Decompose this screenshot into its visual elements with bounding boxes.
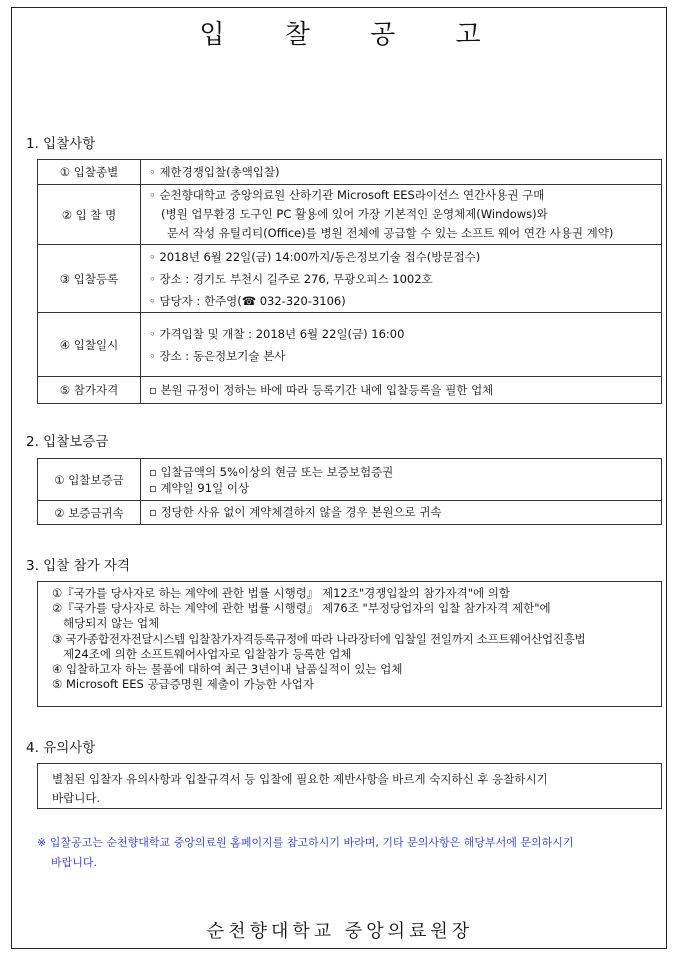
table-row — [38, 185, 662, 245]
content-line: ▫ 계약일 91일 이상 — [149, 480, 250, 495]
content-line: ◦ 가격입찰 및 개찰 : 2018년 6월 22일(금) 16:00 — [149, 326, 405, 341]
content-line: 문서 작성 유틸리티(Office)를 병원 전체에 공급할 수 있는 소프트 웨어 연간 사용권 계약) — [167, 226, 614, 240]
list-item: ①『국가를 당사자로 하는 계약에 관한 법률 시행령』 제12조"경쟁입찰의 참가자격"에 의함 — [52, 586, 511, 600]
section-4-heading: 4. 유의사항 — [26, 740, 96, 756]
table-row — [38, 501, 662, 525]
row-content — [141, 459, 662, 501]
signature: 순천향대학교 중앙의료원장 — [206, 921, 474, 942]
table-row — [38, 313, 662, 377]
row-label: ③ 입찰등록 — [38, 245, 141, 313]
table-row — [38, 245, 662, 313]
row-label: ⑤ 참가자격 — [38, 377, 141, 404]
content-line: ◦ 장소 : 경기도 부천시 길주로 276, 무광오피스 1002호 — [149, 271, 433, 286]
footnote — [37, 833, 657, 873]
notice-line: 별첨된 입찰자 유의사항과 입찰규격서 등 입찰에 필요한 제반사항을 바르게 숙지하신 후 응찰하시기 — [52, 772, 548, 786]
deposit-table — [37, 458, 662, 525]
bid-info-table — [37, 159, 662, 404]
list-item: ③ 국가종합전자전달시스템 입찰참가자격등록규정에 따라 나라장터에 입찰일 전일까지 소프트웨어산업진흥법 — [52, 631, 586, 646]
content-line: ◦ 장소 : 동은정보기술 본사 — [149, 348, 286, 363]
row-content — [141, 160, 662, 185]
list-item: ④ 입찰하고자 하는 물품에 대하여 최근 3년이내 납품실적이 있는 업체 — [52, 662, 403, 677]
table-row — [38, 377, 662, 404]
content-line: ◦ 순천향대학교 중앙의료원 산하기관 Microsoft EES라이선스 연간사용권 구매 — [149, 188, 545, 202]
page-title: 입 찰 공 고 — [199, 20, 507, 50]
list-item: 해당되지 않는 업체 — [63, 616, 160, 631]
footnote-line: ※ 입찰공고는 순천향대학교 중앙의료원 홈페이지를 참고하시기 바라며, 기타 문의사항은 해당부서에 문의하시기 — [37, 836, 574, 849]
row-label: ④ 입찰일시 — [38, 313, 141, 377]
row-content — [141, 313, 662, 377]
content-line: ◦ 제한경쟁입찰(총액입찰) — [149, 164, 280, 179]
section-1-heading: 1. 입찰사항 — [26, 136, 96, 152]
row-label: ② 입 찰 명 — [38, 185, 141, 245]
table-row — [38, 160, 662, 185]
row-content — [141, 185, 662, 245]
row-content — [141, 245, 662, 313]
content-line: ▫ 본원 규정이 정하는 바에 따라 등록기간 내에 입찰등록을 필한 업체 — [149, 382, 494, 397]
qualification-box — [37, 581, 662, 707]
list-item: ②『국가를 당사자로 하는 계약에 관한 법률 시행령』 제76조 "부정당업자의 입찰 참가자격 제한"에 — [52, 601, 551, 616]
content-line: ◦ 2018년 6월 22일(금) 14:00까지/동은정보기술 접수(방문접수) — [149, 249, 481, 264]
row-label: ① 입찰보증금 — [38, 459, 141, 501]
row-label: ① 입찰종별 — [38, 160, 141, 185]
footnote-line: 바랍니다. — [51, 856, 98, 869]
row-content — [141, 501, 662, 525]
content-line: ◦ 담당자 : 한주영(☎ 032-320-3106) — [149, 293, 346, 308]
row-content — [141, 377, 662, 404]
content-line: ▫ 정당한 사유 없이 계약체결하지 않을 경우 본원으로 귀속 — [149, 505, 442, 519]
section-3-heading: 3. 입찰 참가 자격 — [26, 558, 130, 574]
table-row — [38, 459, 662, 501]
notice-line: 바랍니다. — [52, 791, 101, 805]
content-line: (병원 업무환경 도구인 PC 활용에 있어 가장 기본적인 운영체제(Windows)와 — [161, 207, 548, 221]
list-item: ⑤ Microsoft EES 공급증명원 제출이 가능한 사업자 — [52, 677, 314, 692]
notice-box — [37, 763, 662, 809]
content-line: ▫ 입찰금액의 5%이상의 현금 또는 보증보험증권 — [149, 464, 394, 479]
list-item: 제24조에 의한 소프트웨어사업자로 입찰참가 등록한 업체 — [63, 646, 352, 661]
section-2-heading: 2. 입찰보증금 — [26, 434, 109, 450]
row-label: ② 보증금귀속 — [38, 501, 141, 525]
